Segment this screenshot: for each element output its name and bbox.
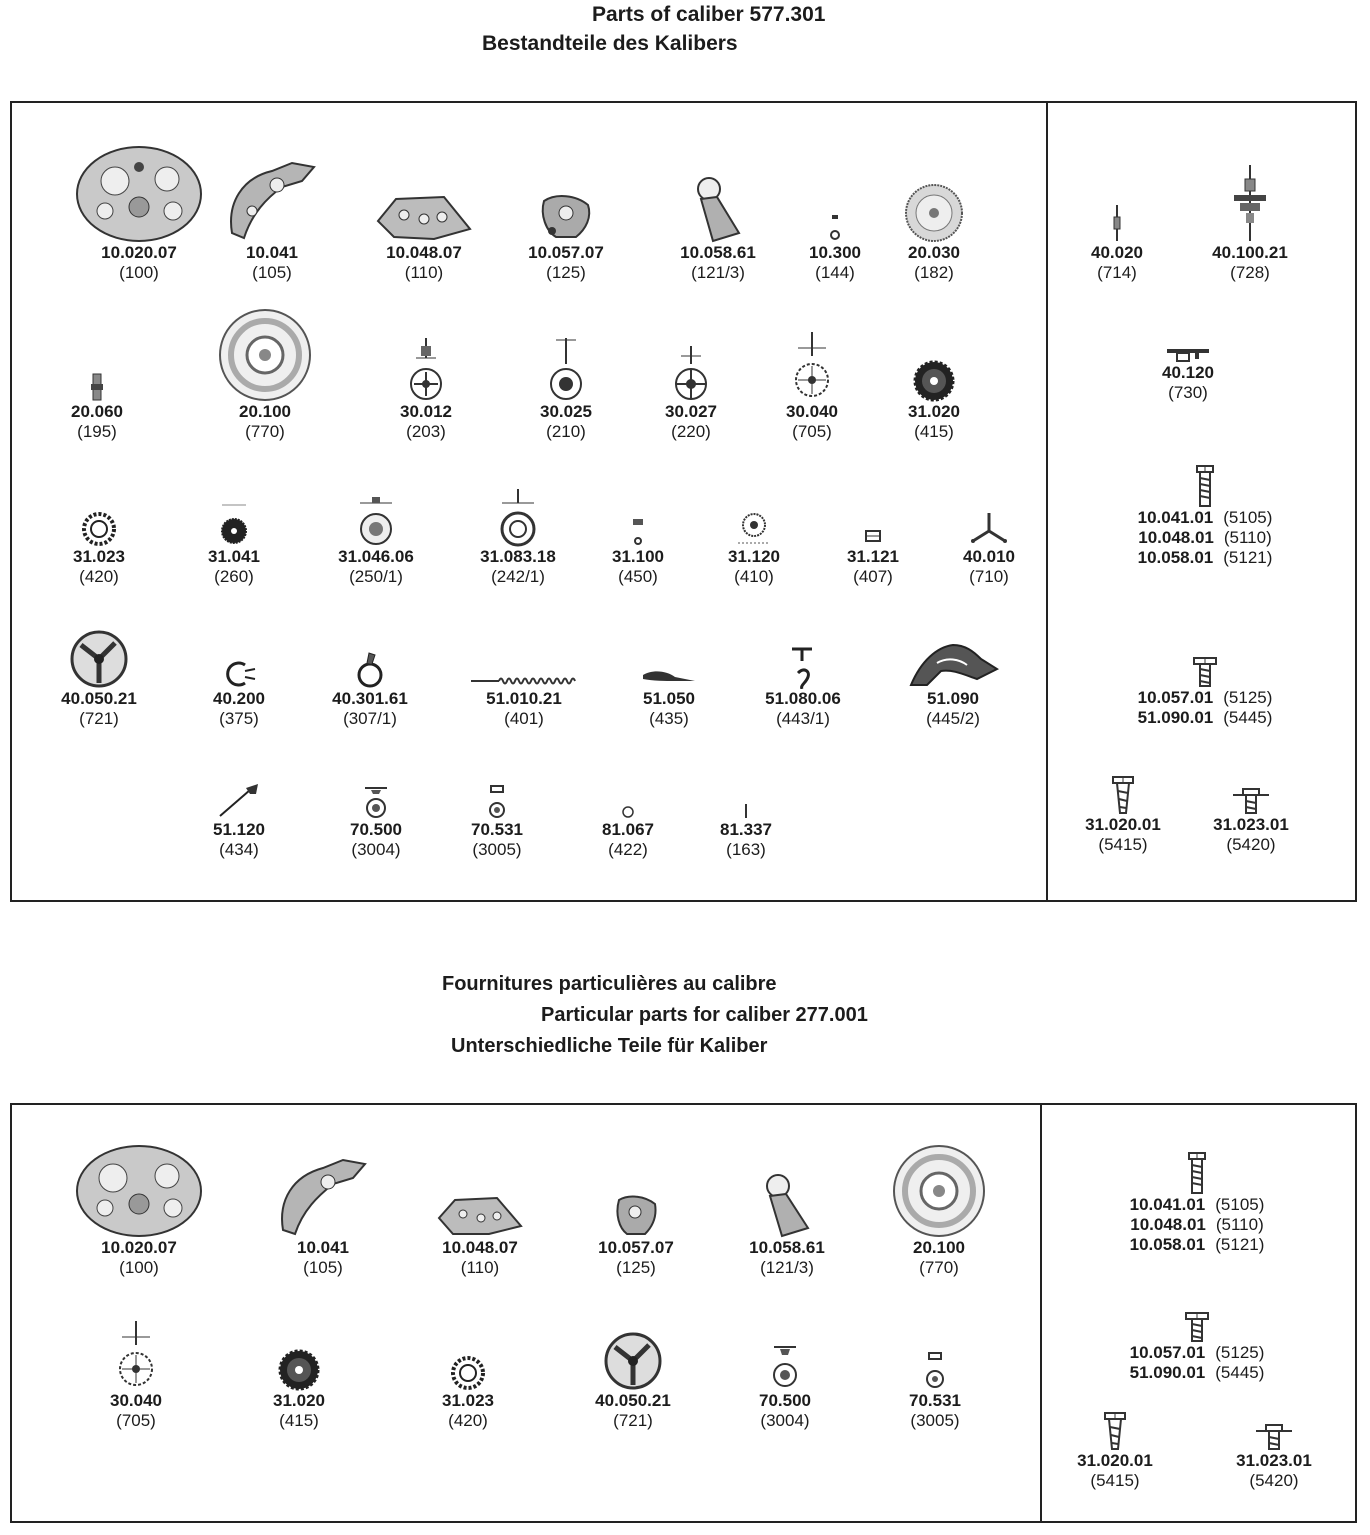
part-ref: (443/1)	[776, 709, 830, 728]
lever-icon	[641, 667, 697, 689]
part-item	[561, 1138, 711, 1278]
part-ref: (420)	[79, 567, 119, 586]
part-number: 20.030	[908, 243, 960, 262]
screw-number: 10.057.01	[1137, 688, 1214, 707]
screw-ref: (5105)	[1223, 508, 1273, 527]
part-item	[164, 720, 314, 860]
parts-panel-577301	[10, 101, 1357, 902]
part-ref: (260)	[214, 567, 254, 586]
part-ref: (195)	[77, 422, 117, 441]
barrel-icon	[892, 1144, 986, 1238]
part-item	[864, 1138, 1014, 1278]
screw-ref: (5110)	[1215, 1215, 1264, 1234]
part-item	[859, 302, 1009, 442]
part-number: 51.090	[927, 689, 979, 708]
part-ref: (5420)	[1226, 835, 1276, 854]
jewel-icon	[485, 784, 509, 820]
balance-cock-icon	[693, 175, 743, 243]
part-ref: (728)	[1230, 263, 1270, 282]
part-ref: (3004)	[351, 840, 401, 859]
pin-icon	[741, 802, 751, 820]
screw-group	[1095, 448, 1315, 568]
wheel-icon	[548, 336, 584, 402]
part-ref: (203)	[406, 422, 446, 441]
gear-icon	[734, 511, 774, 547]
screw-icon	[1192, 656, 1218, 688]
part-item	[1042, 143, 1192, 283]
part-number: 31.023.01	[1236, 1451, 1312, 1470]
screw-ref: (5105)	[1215, 1195, 1265, 1214]
part-number: 40.100.21	[1212, 243, 1288, 262]
screw-icon	[1184, 1311, 1210, 1343]
part-ref: (422)	[608, 840, 648, 859]
part-item	[24, 589, 174, 729]
part-item	[671, 720, 821, 860]
part-number: 20.060	[71, 402, 123, 421]
part-ref: (770)	[919, 1258, 959, 1277]
lever-icon	[788, 645, 818, 689]
part-ref: (435)	[649, 709, 689, 728]
part-item	[248, 1138, 398, 1278]
barrel-icon	[904, 183, 964, 243]
part-ref: (100)	[119, 1258, 159, 1277]
part-ref: (407)	[853, 567, 893, 586]
caliber-subtitle-line: Bestandteile des Kalibers	[482, 32, 738, 55]
part-ref: (242/1)	[491, 567, 545, 586]
part-ref: (182)	[914, 263, 954, 282]
part-number: 10.041	[246, 243, 298, 262]
part-ref: (434)	[219, 840, 259, 859]
part-number: 31.083.18	[480, 547, 556, 566]
part-item	[393, 1291, 543, 1431]
part-ref: (375)	[219, 709, 259, 728]
part-ref: (250/1)	[349, 567, 403, 586]
part-ref: (401)	[504, 709, 544, 728]
part-item	[351, 302, 501, 442]
part-ref: (220)	[671, 422, 711, 441]
part-item	[878, 589, 1028, 729]
part-ref: (3005)	[910, 1411, 960, 1430]
part-ref: (5415)	[1098, 835, 1148, 854]
pin-icon	[827, 213, 843, 243]
ring-icon	[219, 659, 259, 689]
parts-panel-277001	[10, 1103, 1357, 1523]
part-ref: (730)	[1168, 383, 1208, 402]
screw-group	[1087, 1125, 1307, 1255]
staff-icon	[1111, 203, 1123, 243]
part-number: 40.050.21	[595, 1391, 671, 1410]
gear-icon	[450, 1355, 486, 1391]
part-number: 40.301.61	[332, 689, 408, 708]
caliber-subtitle	[482, 29, 738, 59]
part-item	[301, 447, 451, 587]
part-number: 31.046.06	[338, 547, 414, 566]
part-number: 51.050	[643, 689, 695, 708]
jewel-icon	[361, 784, 391, 820]
particular-parts-title-en	[541, 1000, 868, 1030]
part-item	[859, 143, 1009, 283]
part-item	[1040, 1361, 1190, 1491]
part-number: 31.020.01	[1077, 1451, 1153, 1470]
part-ref: (121/3)	[691, 263, 745, 282]
part-item	[712, 1138, 862, 1278]
screw-icon	[1103, 1411, 1127, 1451]
screw-number: 10.041.01	[1129, 1195, 1206, 1214]
part-number: 70.500	[350, 820, 402, 839]
part-number: 31.100	[612, 547, 664, 566]
particular-parts-title-de	[451, 1031, 767, 1061]
part-ref: (110)	[460, 1258, 500, 1277]
part-number: 30.040	[110, 1391, 162, 1410]
part-number: 31.121	[847, 547, 899, 566]
part-item	[24, 447, 174, 587]
screw-number: 10.041.01	[1137, 508, 1214, 527]
part-item	[1176, 725, 1326, 855]
pinion-icon	[216, 501, 252, 547]
part-number: 40.200	[213, 689, 265, 708]
part-ref: (705)	[116, 1411, 156, 1430]
particular-parts-title-fr	[442, 969, 777, 999]
arbor-icon	[89, 372, 105, 402]
part-item	[61, 1291, 211, 1431]
part-ref: (5415)	[1090, 1471, 1140, 1490]
part-item	[558, 1291, 708, 1431]
part-item	[295, 589, 445, 729]
mainplate-icon	[75, 145, 203, 243]
screw-group	[1095, 628, 1315, 728]
part-ref: (445/2)	[926, 709, 980, 728]
screw-number: 10.048.01	[1138, 528, 1214, 547]
part-item	[449, 589, 599, 729]
part-item	[1175, 143, 1325, 283]
part-number: 10.057.07	[528, 243, 604, 262]
barrel-icon	[218, 308, 312, 402]
part-ref: (5420)	[1249, 1471, 1299, 1490]
part-ref: (105)	[252, 263, 292, 282]
part-ref: (410)	[734, 567, 774, 586]
part-number: 30.025	[540, 402, 592, 421]
part-number: 20.100	[239, 402, 291, 421]
bridge-icon	[222, 153, 322, 243]
part-item	[197, 143, 347, 283]
part-item	[349, 143, 499, 283]
part-number: 31.020.01	[1085, 815, 1161, 834]
balance-icon	[69, 629, 129, 689]
part-number: 31.041	[208, 547, 260, 566]
part-ref: (415)	[279, 1411, 319, 1430]
ring-icon	[620, 804, 636, 820]
screw-number: 10.048.01	[1130, 1215, 1206, 1234]
bridge-icon	[536, 191, 596, 243]
part-ref: (121/3)	[760, 1258, 814, 1277]
part-item	[710, 1291, 860, 1431]
part-ref: (420)	[448, 1411, 488, 1430]
roller-icon	[1165, 345, 1211, 363]
part-number: 10.048.07	[386, 243, 462, 262]
part-item	[190, 302, 340, 442]
wheel-icon	[790, 330, 834, 402]
gear-icon	[81, 511, 117, 547]
part-ref: (415)	[914, 422, 954, 441]
pinion-icon	[628, 517, 648, 547]
screw-ref: (5445)	[1215, 1363, 1265, 1382]
screw-number: 10.058.01	[1129, 1235, 1206, 1254]
pinion-icon	[863, 527, 883, 547]
part-ref: (705)	[792, 422, 832, 441]
part-item	[594, 589, 744, 729]
part-number: 10.048.07	[442, 1238, 518, 1257]
part-item	[728, 589, 878, 729]
wheel-icon	[498, 489, 538, 547]
wheel-icon	[356, 497, 396, 547]
caliber-title-line: Parts of caliber 577.301	[592, 3, 826, 26]
part-number: 40.120	[1162, 363, 1214, 382]
screw-icon	[1187, 1151, 1207, 1195]
part-item	[224, 1291, 374, 1431]
part-ref: (105)	[303, 1258, 343, 1277]
part-number: 10.020.07	[101, 243, 177, 262]
part-item	[159, 447, 309, 587]
part-ref: (210)	[546, 422, 586, 441]
bridge-icon	[611, 1192, 661, 1238]
part-number: 10.041	[297, 1238, 349, 1257]
part-ref: (125)	[616, 1258, 656, 1277]
part-number: 31.020	[908, 402, 960, 421]
part-item	[64, 143, 214, 283]
jewel-icon	[770, 1341, 800, 1391]
part-item	[422, 720, 572, 860]
screw-icon	[1254, 1423, 1294, 1451]
part-item	[914, 447, 1064, 587]
part-ref: (721)	[613, 1411, 653, 1430]
part-item	[405, 1138, 555, 1278]
gear-icon	[913, 360, 955, 402]
screw-number: 10.057.01	[1129, 1343, 1206, 1362]
part-ref: (163)	[726, 840, 766, 859]
ring-icon	[355, 649, 385, 689]
part-item	[22, 302, 172, 442]
part-ref: (3005)	[472, 840, 522, 859]
screw-number: 51.090.01	[1129, 1363, 1206, 1382]
particular-title-fr: Fournitures particulières au calibre	[442, 973, 777, 995]
part-ref: (714)	[1097, 263, 1137, 282]
part-number: 70.531	[909, 1391, 961, 1410]
part-number: 10.057.07	[598, 1238, 674, 1257]
part-number: 51.120	[213, 820, 265, 839]
part-number: 51.080.06	[765, 689, 841, 708]
screw-ref: (5121)	[1223, 548, 1273, 567]
part-number: 30.027	[665, 402, 717, 421]
part-number: 81.067	[602, 820, 654, 839]
wheel-icon	[114, 1319, 158, 1391]
screw-icon	[1231, 787, 1271, 815]
part-number: 10.058.61	[749, 1238, 825, 1257]
part-item	[64, 1138, 214, 1278]
screw-ref: (5110)	[1223, 528, 1272, 547]
wheel-icon	[408, 336, 444, 402]
part-ref: (3004)	[760, 1411, 810, 1430]
part-item	[1113, 283, 1263, 403]
part-number: 10.058.61	[680, 243, 756, 262]
part-ref: (450)	[618, 567, 658, 586]
part-number: 31.023	[73, 547, 125, 566]
bridge-icon	[273, 1152, 373, 1238]
part-number: 81.337	[720, 820, 772, 839]
spring-icon	[907, 639, 999, 689]
particular-title-en: Particular parts for caliber 277.001	[541, 1004, 868, 1026]
part-ref: (307/1)	[343, 709, 397, 728]
part-number: 20.100	[913, 1238, 965, 1257]
part-number: 40.020	[1091, 243, 1143, 262]
screw-ref: (5445)	[1223, 708, 1273, 727]
part-ref: (721)	[79, 709, 119, 728]
gear-icon	[278, 1349, 320, 1391]
particular-title-de: Unterschiedliche Teile für Kaliber	[451, 1035, 768, 1057]
part-ref: (110)	[404, 263, 444, 282]
part-ref: (100)	[119, 263, 159, 282]
part-ref: (710)	[969, 567, 1009, 586]
bridge-icon	[435, 1194, 525, 1238]
part-number: 51.010.21	[486, 689, 562, 708]
part-number: 70.531	[471, 820, 523, 839]
part-ref: (144)	[815, 263, 855, 282]
part-number: 70.500	[759, 1391, 811, 1410]
wheel-icon	[673, 336, 709, 402]
mainplate-icon	[75, 1144, 203, 1238]
part-ref: (770)	[245, 422, 285, 441]
screw-number: 51.090.01	[1137, 708, 1214, 727]
staff-icon	[1230, 163, 1270, 243]
part-number: 31.023	[442, 1391, 494, 1410]
screw-icon	[1111, 775, 1135, 815]
balance-cock-icon	[762, 1172, 812, 1238]
balance-icon	[603, 1331, 663, 1391]
caliber-title	[592, 0, 825, 30]
screw-icon	[1195, 464, 1215, 508]
screw-ref: (5125)	[1215, 1343, 1265, 1362]
part-number: 30.040	[786, 402, 838, 421]
spring-icon	[469, 673, 579, 689]
part-item	[860, 1291, 1010, 1431]
part-number: 40.010	[963, 547, 1015, 566]
part-item	[1199, 1361, 1349, 1491]
part-number: 30.012	[400, 402, 452, 421]
part-number: 31.120	[728, 547, 780, 566]
jewel-icon	[923, 1351, 947, 1391]
screw-ref: (5121)	[1215, 1235, 1265, 1254]
part-number: 40.050.21	[61, 689, 137, 708]
part-item	[164, 589, 314, 729]
part-item	[491, 143, 641, 283]
part-number: 10.300	[809, 243, 861, 262]
lever-icon	[216, 780, 262, 820]
lever-icon	[969, 511, 1009, 547]
part-ref: (125)	[546, 263, 586, 282]
part-number: 10.020.07	[101, 1238, 177, 1257]
screw-ref: (5125)	[1223, 688, 1273, 707]
screw-number: 10.058.01	[1137, 548, 1214, 567]
bridge-icon	[374, 193, 474, 243]
part-number: 31.020	[273, 1391, 325, 1410]
part-number: 31.023.01	[1213, 815, 1289, 834]
